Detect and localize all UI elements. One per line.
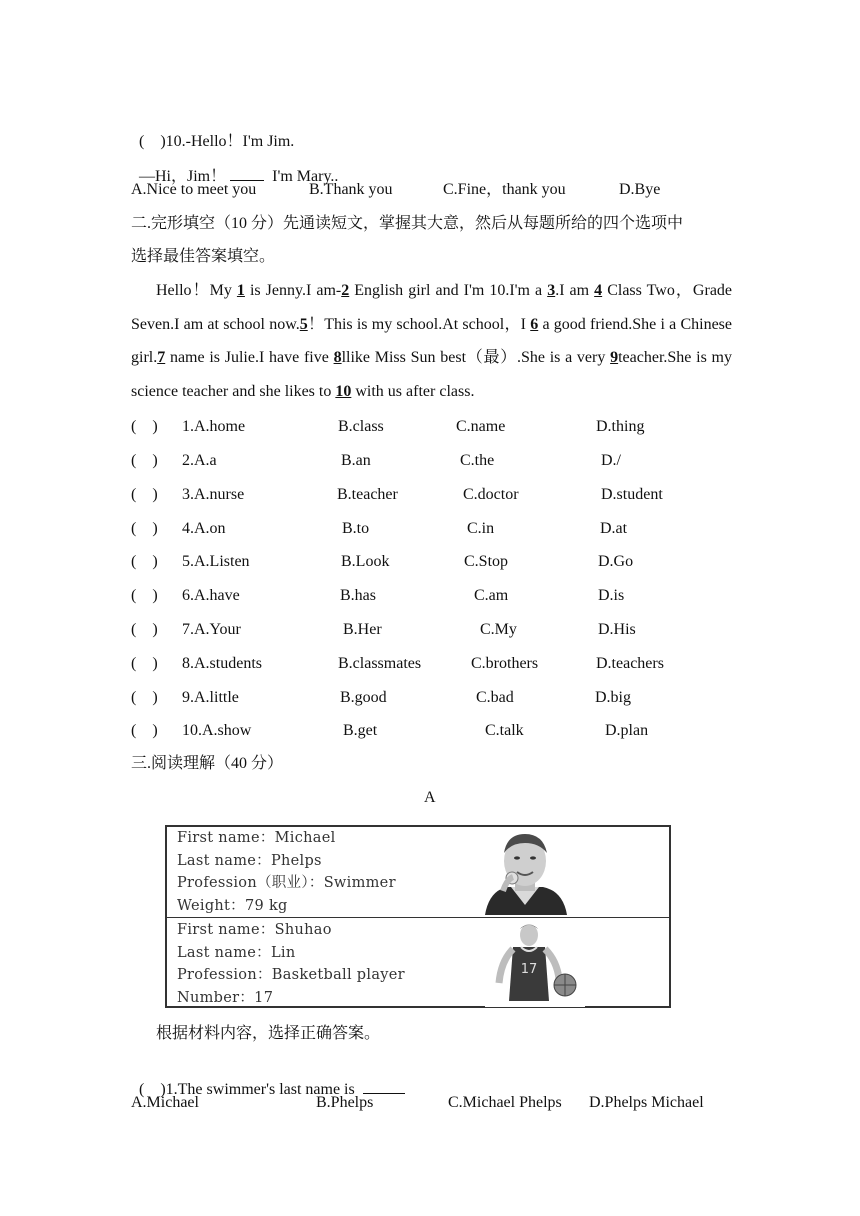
part-label: A: [424, 789, 436, 806]
card1-profession: Profession（职业）：Swimmer: [177, 875, 396, 891]
cloze-option-d: D.thing: [596, 418, 645, 435]
reply-end: I'm Mary..: [272, 168, 339, 185]
answer-paren: ( ): [131, 452, 158, 469]
cloze-option-c: C.bad: [476, 689, 514, 706]
cloze-option-a: 8.A.students: [182, 655, 262, 672]
cloze-option-d: D.student: [601, 486, 663, 503]
cloze-option-b: B.to: [342, 520, 370, 537]
cloze-option-c: C.name: [456, 418, 506, 435]
answer-paren: ( ): [131, 418, 158, 435]
option-b: B.Thank you: [309, 181, 393, 198]
option-a: A.Nice to meet you: [131, 181, 257, 198]
card2-last-name: Last name：Lin: [177, 944, 296, 961]
answer-paren: ( ): [139, 133, 166, 150]
answer-paren: ( ): [131, 655, 158, 672]
info-card-table: [165, 825, 671, 1008]
answer-blank[interactable]: [230, 166, 264, 181]
cloze-option-b: B.get: [343, 722, 378, 739]
section-2-heading: 二.完形填空（10 分）先通读短文，掌握其大意，然后从每题所给的四个选项中: [131, 215, 684, 232]
blank-10: 10: [335, 382, 352, 400]
cloze-option-a: 10.A.show: [182, 722, 252, 739]
section-3-heading: 三.阅读理解（40 分）: [131, 755, 284, 772]
cloze-option-d: D.big: [595, 689, 631, 706]
question-text: 1.The swimmer's last name is: [165, 1081, 355, 1098]
option-d: D.Phelps Michael: [589, 1094, 704, 1111]
blank-1: 1: [236, 282, 245, 299]
answer-paren: ( ): [131, 553, 158, 570]
answer-paren: ( ): [131, 486, 158, 503]
cloze-option-c: C.the: [460, 452, 495, 469]
basketball-player-photo: [485, 921, 585, 1007]
cloze-option-a: 3.A.nurse: [182, 486, 245, 503]
option-d: D.Bye: [619, 181, 661, 198]
reply-start: —Hi，Jim！: [139, 168, 227, 185]
answer-paren: ( ): [131, 587, 158, 604]
cloze-option-b: B.good: [340, 689, 387, 706]
blank-2: 2: [341, 282, 350, 299]
cloze-option-a: 9.A.little: [182, 689, 239, 706]
cloze-option-c: C.in: [467, 520, 495, 537]
cloze-option-c: C.Stop: [464, 553, 509, 570]
cloze-option-d: D.plan: [605, 722, 649, 739]
cloze-option-a: 7.A.Your: [182, 621, 241, 638]
blank-5: 5: [299, 315, 308, 333]
blank-4: 4: [594, 282, 603, 299]
cloze-option-c: C.doctor: [463, 486, 519, 503]
reading-instruction: 根据材料内容，选择正确答案。: [156, 1025, 381, 1042]
option-a: A.Michael: [131, 1094, 199, 1111]
answer-paren: ( ): [131, 722, 158, 739]
swimmer-photo: [481, 831, 569, 915]
cloze-option-c: C.My: [480, 621, 517, 638]
option-c: C.Michael Phelps: [448, 1094, 562, 1111]
cloze-option-d: D.Go: [598, 553, 634, 570]
cloze-option-c: C.talk: [485, 722, 524, 739]
option-c: C.Fine，thank you: [443, 181, 566, 198]
answer-blank[interactable]: [363, 1079, 405, 1094]
cloze-option-a: 1.A.home: [182, 418, 246, 435]
card2-first-name: First name：Shuhao: [177, 922, 332, 938]
cloze-option-a: 6.A.have: [182, 587, 240, 604]
cloze-passage: Hello！My 1 is Jenny.I am-2 English girl and I'm 10.I'm a 3.I am 4 Class Two，Grade Seven.I am at school now.5！This is my school.At school，I 6 a good friend.She i a Chinese girl.7 name is Julie.I have five 8llike Miss Sun best（最）.She is a very 9teacher.She is my science teacher and she likes to 10 with us after class.: [131, 282, 733, 400]
cloze-option-d: D.at: [600, 520, 628, 537]
section-2-heading-cont: 选择最佳答案填空。: [131, 248, 276, 265]
cloze-option-b: B.has: [340, 587, 376, 604]
card1-last-name: Last name：Phelps: [177, 852, 322, 869]
cloze-option-b: B.teacher: [337, 486, 398, 503]
answer-paren: ( ): [139, 1081, 166, 1098]
cloze-option-b: B.classmates: [338, 655, 422, 672]
cloze-option-a: 4.A.on: [182, 520, 226, 537]
option-b: B.Phelps: [316, 1094, 374, 1111]
blank-9: 9: [610, 349, 619, 366]
cloze-option-a: 2.A.a: [182, 452, 217, 469]
cloze-option-d: D./: [601, 452, 621, 469]
cloze-option-b: B.Her: [343, 621, 382, 638]
blank-7: 7: [157, 349, 166, 366]
cloze-option-d: D.teachers: [596, 655, 664, 672]
cloze-option-d: D.is: [598, 587, 625, 604]
blank-6: 6: [530, 315, 539, 333]
card1-first-name: First name：Michael: [177, 830, 336, 846]
cloze-option-b: B.an: [341, 452, 371, 469]
cloze-option-a: 5.A.Listen: [182, 553, 250, 570]
blank-3: 3: [547, 282, 556, 299]
card-divider: [167, 917, 669, 918]
answer-paren: ( ): [131, 520, 158, 537]
card2-number: Number：17: [177, 989, 274, 1006]
answer-paren: ( ): [131, 689, 158, 706]
blank-8: 8: [333, 349, 342, 366]
cloze-option-b: B.class: [338, 418, 384, 435]
cloze-option-c: C.brothers: [471, 655, 539, 672]
card1-weight: Weight：79 kg: [177, 897, 288, 914]
answer-paren: ( ): [131, 621, 158, 638]
card2-profession: Profession：Basketball player: [177, 967, 405, 983]
question-text: 10.-Hello！I'm Jim.: [165, 133, 295, 150]
cloze-option-c: C.am: [474, 587, 509, 604]
cloze-option-d: D.His: [598, 621, 636, 638]
svg-text:17: 17: [520, 962, 538, 977]
cloze-option-b: B.Look: [341, 553, 390, 570]
